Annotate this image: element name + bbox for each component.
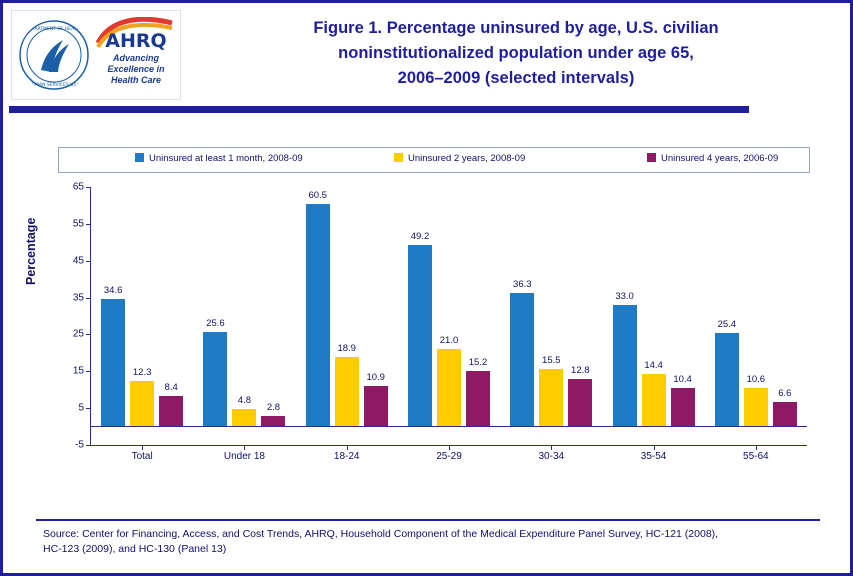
svg-text:AHRQ: AHRQ [105,30,167,51]
bar-value-label: 15.5 [542,355,561,367]
x-axis-tick-label: Under 18 [223,451,265,462]
ahrq-tagline-line-2: Excellence in [107,64,165,74]
x-axis-tick-mark [244,445,245,450]
bar[interactable] [539,355,563,426]
bar[interactable] [203,318,227,426]
legend-label-2: Uninsured 4 years, 2006-09 [661,153,779,164]
bar-value-label: 12.8 [571,365,590,377]
legend-swatch-0 [135,153,144,162]
bar-group [408,187,490,445]
y-axis-tick-mark [86,224,91,225]
bar-value-label: 49.2 [410,231,430,243]
bar-value-label: 10.6 [746,373,766,385]
legend-item-1 [394,153,525,164]
bar-value-label: 8.4 [164,381,178,393]
y-axis-tick-label: 45 [72,255,84,267]
y-axis-tick-mark [86,334,91,335]
figure-title [186,16,846,91]
y-axis-tick-label: 25 [72,328,84,340]
bar-value-label: 60.5 [308,189,327,201]
legend-label-0: Uninsured at least 1 month, 2008-09 [149,153,303,164]
source-note [43,527,823,557]
source-note-line-1: Source: Center for Financing, Access, and Cost Trends, AHRQ, Household Component of the Medical Expenditure Panel Survey, HC-121 (2008), [43,528,719,540]
x-axis-tick-label: 18-24 [333,451,360,462]
page-header [6,6,853,104]
bar[interactable] [466,356,490,427]
zero-baseline [91,426,807,427]
legend-swatch-1 [394,153,403,162]
y-axis-tick-mark [86,371,91,372]
hhs-seal-icon [18,19,92,93]
ahrq-wordmark-icon [96,17,176,51]
ahrq-tagline-line-3: Health Care [110,75,162,85]
bar-group [101,187,183,445]
x-axis-tick-label: 55-64 [743,451,769,462]
bar-value-label: 34.6 [103,285,123,297]
plot-area [72,181,807,462]
y-axis-tick-label: 55 [72,218,84,230]
x-axis-tick-label: 30-34 [538,451,565,462]
x-axis-tick-mark [347,445,348,450]
legend-swatch-2 [647,153,656,162]
bar-group [510,187,592,445]
legend-item-2 [647,153,778,164]
chart-panel [6,115,853,505]
svg-text:HUMAN SERVICES USA: HUMAN SERVICES USA [28,83,80,88]
figure-title-line-2: noninstitutionalized population under age 65, [338,44,694,62]
x-axis-tick-mark [756,445,757,450]
figure-title-line-1: Figure 1. Percentage uninsured by age, U.S. civilian [313,19,719,37]
bar-value-label: 4.8 [237,394,252,406]
x-axis-tick-mark [449,445,450,450]
source-note-line-2: HC-123 (2009), and HC-130 (Panel 13) [43,543,227,555]
y-axis-tick-mark [86,298,91,299]
legend-item-0 [135,153,303,164]
bar-value-label: 36.3 [513,278,532,290]
bar-value-label: 25.4 [717,318,737,330]
y-axis-tick-label: 5 [78,402,84,414]
bar[interactable] [671,374,695,426]
y-axis-tick-mark [86,187,91,188]
legend-label-1: Uninsured 2 years, 2008-09 [408,153,526,164]
y-axis-tick-mark [86,261,91,262]
bar[interactable] [364,372,388,426]
y-axis-tick-label: 15 [72,365,84,377]
x-axis-tick-mark [551,445,552,450]
x-axis-tick-label: 25-29 [436,451,462,462]
bar-value-label: 21.0 [439,335,459,347]
bar[interactable] [306,189,330,427]
x-axis-tick-label: 35-54 [640,451,667,462]
y-axis-tick-label: 65 [72,181,84,193]
bar-value-label: 14.4 [644,359,663,371]
bar-group [306,187,388,445]
bar-value-label: 12.3 [132,367,152,379]
bar[interactable] [568,365,592,426]
bar-value-label: 10.9 [366,372,385,384]
bar[interactable] [101,285,125,427]
y-axis-tick-mark [86,445,91,446]
ahrq-tagline-line-1: Advancing [112,53,159,63]
y-axis-label: Percentage [24,217,38,285]
bar-value-label: 18.9 [337,342,356,354]
y-axis-tick-label: 35 [72,292,84,304]
bar[interactable] [773,388,797,426]
bar-value-label: 15.2 [468,356,488,368]
bar[interactable] [159,381,183,427]
footer-divider [36,519,820,521]
x-axis-tick-label: Total [131,451,153,462]
svg-text:DEPARTMENT OF HEALTH: DEPARTMENT OF HEALTH [25,27,83,32]
bar-value-label: 33.0 [615,290,634,302]
bar-value-label: 6.6 [778,388,792,400]
y-axis-tick-mark [86,408,91,409]
bar-value-label: 10.4 [673,374,692,386]
chart-legend [58,147,810,173]
ahrq-tagline [94,53,178,86]
bar-group [715,187,797,445]
bar-value-label: 2.8 [266,402,281,414]
bar[interactable] [335,342,359,427]
header-divider [9,106,749,113]
x-axis-tick-mark [654,445,655,450]
bar-group [203,187,285,445]
bar-group [613,187,695,445]
x-axis-tick-mark [142,445,143,450]
ahrq-logo [11,10,181,100]
figure-title-line-3: 2006–2009 (selected intervals) [397,69,635,87]
y-axis-tick-label: -5 [75,439,84,451]
bar-value-label: 25.6 [206,318,225,330]
